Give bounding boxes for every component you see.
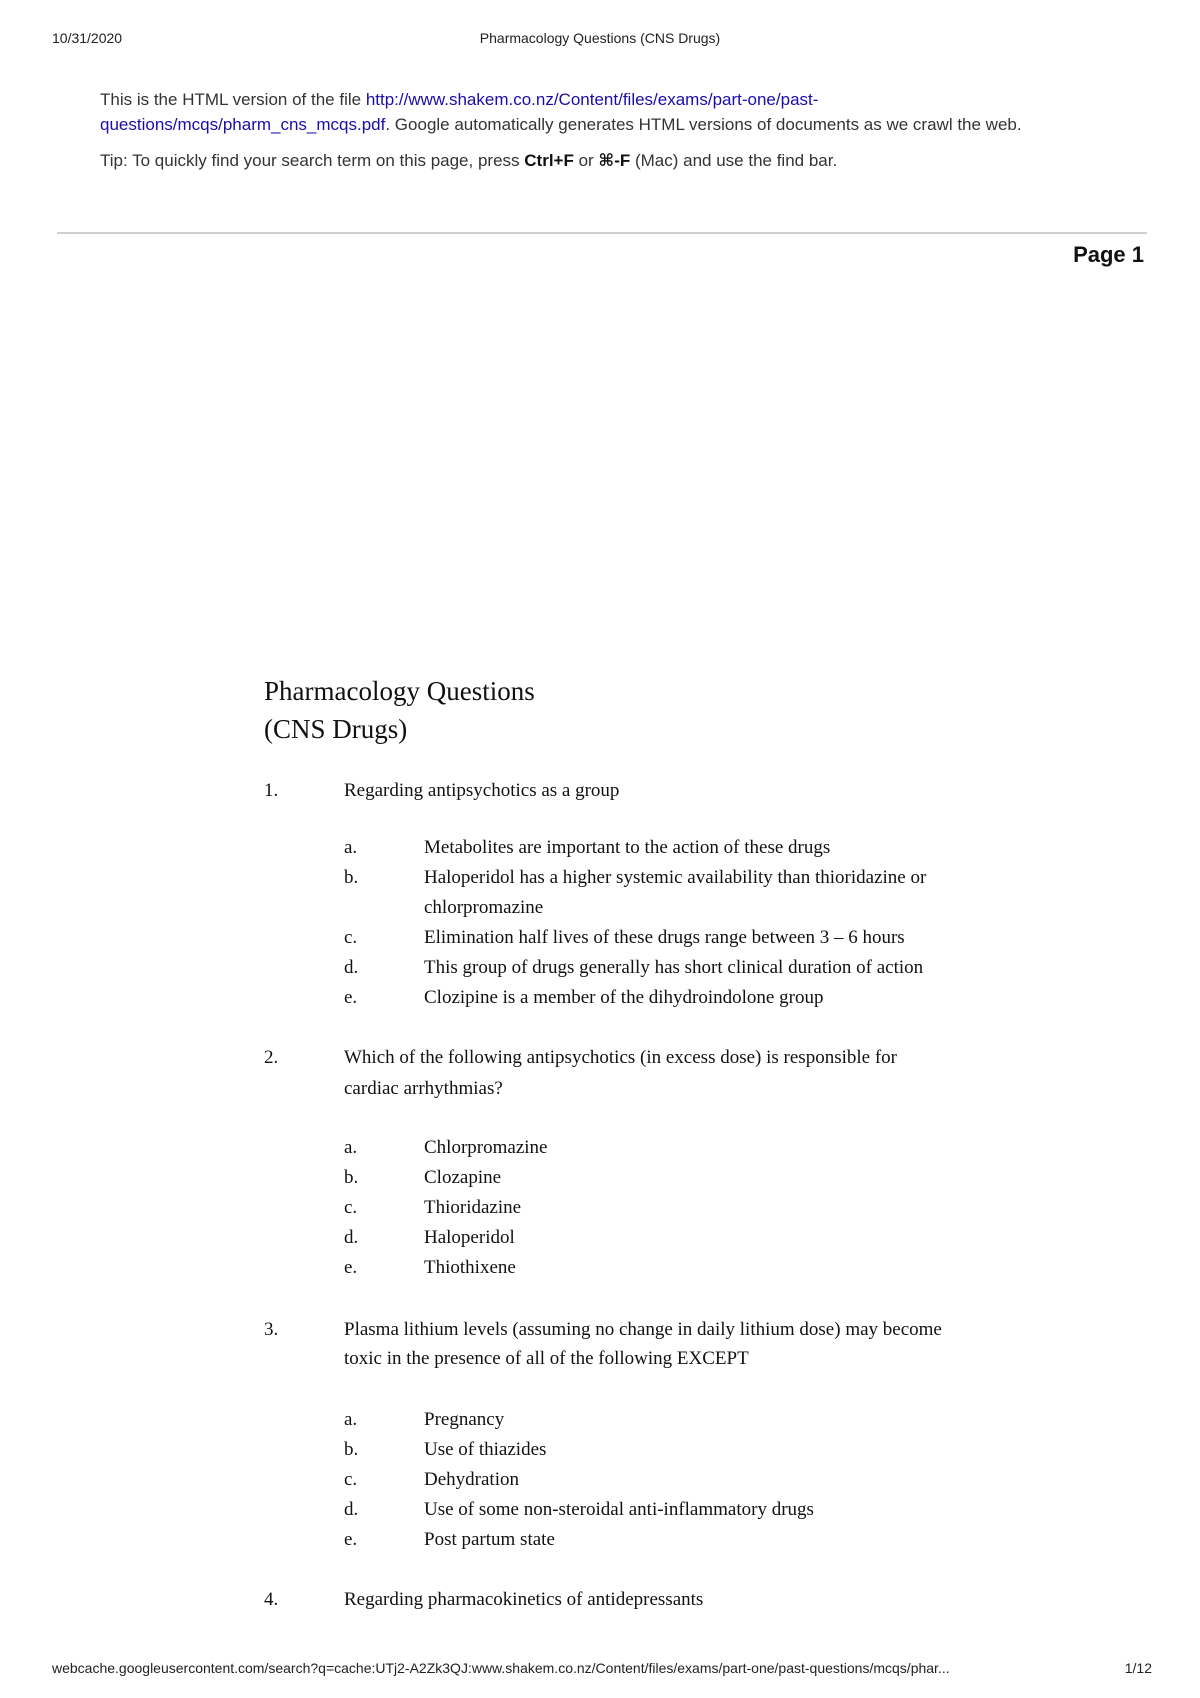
print-header bbox=[0, 30, 1200, 50]
option-text: Chlorpromazine bbox=[424, 1137, 548, 1158]
option-text: Use of thiazides bbox=[424, 1439, 547, 1460]
option-letter: a. bbox=[344, 1137, 358, 1158]
option-text: Thiothixene bbox=[424, 1257, 516, 1278]
source-file-link[interactable]: http://www.shakem.co.nz/Content/files/exams/part-one/past-questions/mcqs/pharm_cns_mcqs.pdf bbox=[100, 90, 819, 134]
question-number: 3. bbox=[264, 1319, 279, 1340]
print-footer bbox=[0, 1660, 1200, 1680]
question-text: cardiac arrhythmias? bbox=[344, 1078, 503, 1099]
option-text: Post partum state bbox=[424, 1529, 555, 1550]
option-text: Thioridazine bbox=[424, 1197, 522, 1218]
option-text: Haloperidol bbox=[424, 1227, 515, 1248]
find-tip bbox=[100, 148, 1100, 173]
option-letter: e. bbox=[344, 1257, 358, 1278]
question-text: Which of the following antipsychotics (in excess dose) is responsible for bbox=[344, 1047, 897, 1068]
option-text: This group of drugs generally has short clinical duration of action bbox=[424, 957, 924, 978]
option-letter: d. bbox=[344, 1499, 359, 1520]
tip-or: or bbox=[573, 151, 599, 170]
question-text: Regarding antipsychotics as a group bbox=[344, 780, 620, 801]
document-heading-line-1: Pharmacology Questions bbox=[264, 676, 535, 706]
option-letter: a. bbox=[344, 837, 358, 858]
option-letter: a. bbox=[344, 1409, 358, 1430]
question-text: toxic in the presence of all of the following EXCEPT bbox=[344, 1348, 749, 1369]
option-letter: c. bbox=[344, 927, 358, 948]
question-number: 4. bbox=[264, 1589, 279, 1610]
option-letter: e. bbox=[344, 1529, 358, 1550]
option-letter: b. bbox=[344, 1439, 359, 1460]
question-number: 1. bbox=[264, 780, 279, 801]
option-text: Metabolites are important to the action of these drugs bbox=[424, 837, 831, 858]
divider bbox=[57, 232, 1147, 234]
notice-prefix: This is the HTML version of the file bbox=[100, 90, 366, 109]
document-heading bbox=[264, 672, 535, 748]
option-text: Haloperidol has a higher systemic availability than thioridazine or bbox=[424, 867, 927, 888]
option-text: Use of some non-steroidal anti-inflammatory drugs bbox=[424, 1499, 814, 1520]
page-label: Page 1 bbox=[1073, 242, 1144, 267]
question-text: Plasma lithium levels (assuming no change in daily lithium dose) may become bbox=[344, 1319, 942, 1340]
print-date: 10/31/2020 bbox=[52, 30, 123, 46]
option-letter: e. bbox=[344, 987, 358, 1008]
option-letter: b. bbox=[344, 867, 359, 888]
print-title: Pharmacology Questions (CNS Drugs) bbox=[479, 30, 721, 46]
document-heading-line-2: (CNS Drugs) bbox=[264, 714, 408, 744]
question-text: Regarding pharmacokinetics of antidepressants bbox=[344, 1589, 704, 1610]
tip-key-cmd-f: ⌘-F bbox=[598, 151, 631, 170]
option-text: chlorpromazine bbox=[424, 897, 544, 918]
option-text: Clozapine bbox=[424, 1167, 502, 1188]
option-text: Dehydration bbox=[424, 1469, 519, 1490]
option-letter: d. bbox=[344, 957, 359, 978]
option-letter: c. bbox=[344, 1469, 358, 1490]
option-text: Pregnancy bbox=[424, 1409, 505, 1430]
cache-notice bbox=[100, 87, 1100, 173]
option-text: Clozipine is a member of the dihydroindolone group bbox=[424, 987, 824, 1008]
cache-notice-text bbox=[100, 87, 1100, 137]
option-letter: b. bbox=[344, 1167, 359, 1188]
option-letter: c. bbox=[344, 1197, 358, 1218]
print-page-number: 1/12 bbox=[1124, 1660, 1152, 1676]
option-letter: d. bbox=[344, 1227, 359, 1248]
option-text: Elimination half lives of these drugs range between 3 – 6 hours bbox=[424, 927, 905, 948]
print-footer-url: webcache.googleusercontent.com/search?q=cache:UTj2-A2Zk3QJ:www.shakem.co.nz/Content/files/exams/part-one/past-questions/mcqs/phar... bbox=[52, 1660, 950, 1676]
tip-prefix: Tip: To quickly find your search term on this page, press bbox=[100, 151, 525, 170]
notice-suffix: . Google automatically generates HTML versions of documents as we crawl the web. bbox=[385, 115, 1022, 134]
tip-key-ctrl-f: Ctrl+F bbox=[524, 151, 574, 170]
question-number: 2. bbox=[264, 1047, 279, 1068]
tip-suffix: (Mac) and use the find bar. bbox=[630, 151, 838, 170]
